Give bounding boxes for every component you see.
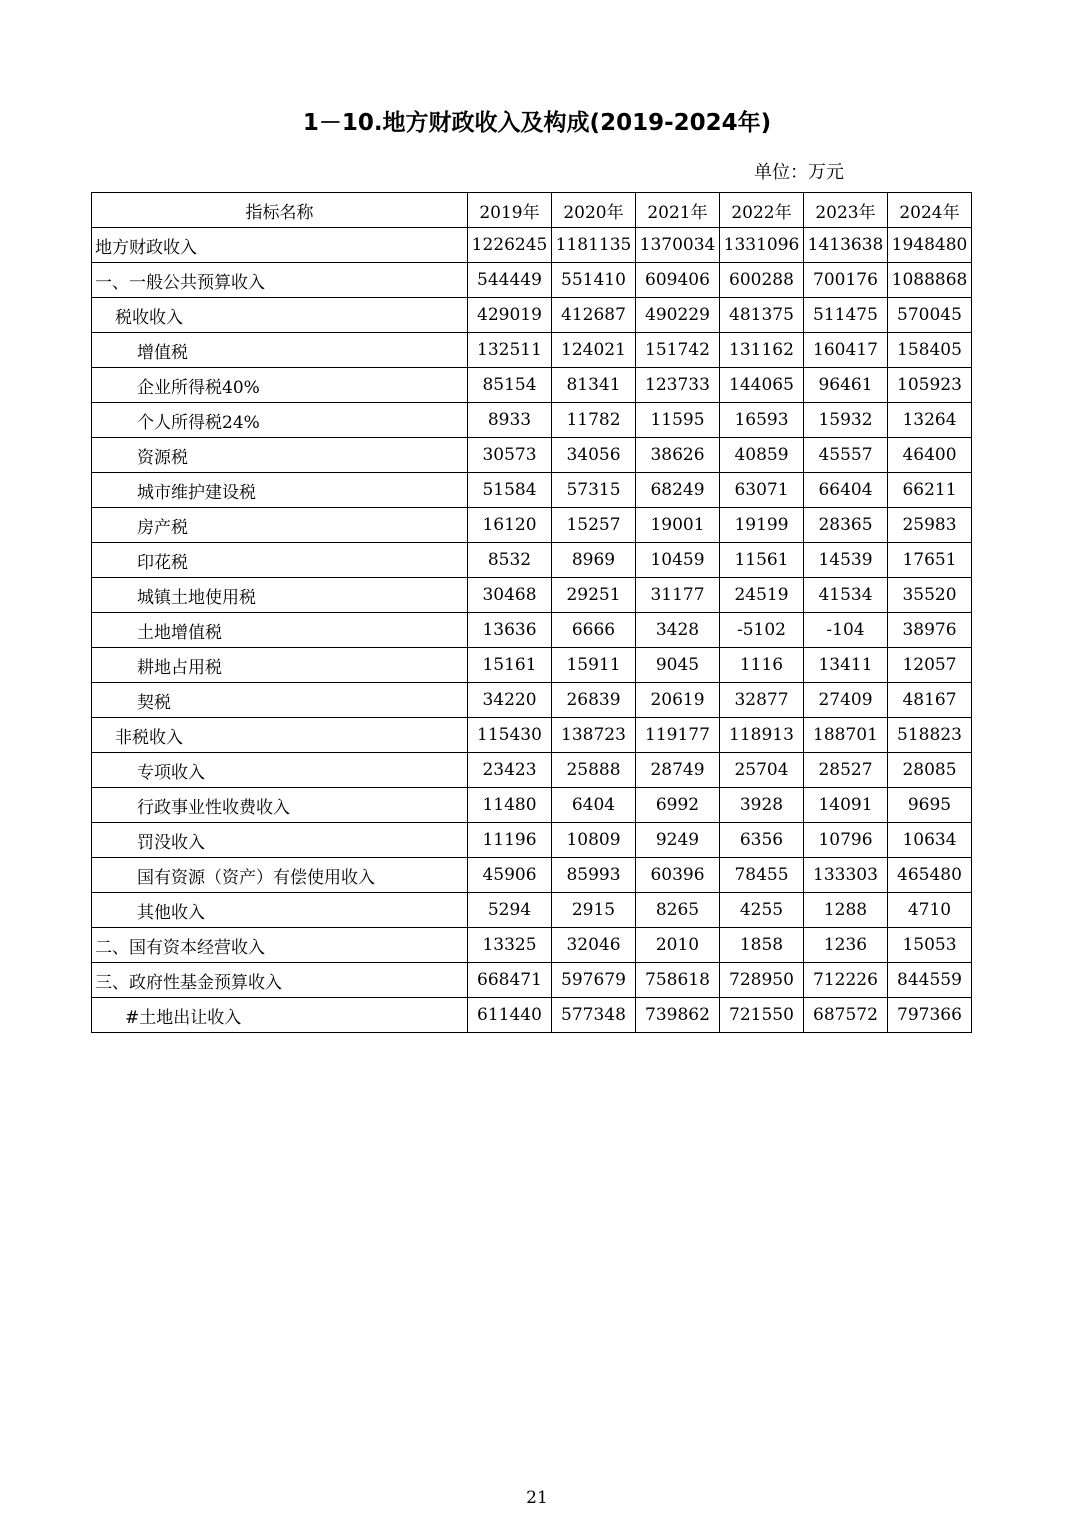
header-cell: 指标名称: [92, 193, 468, 228]
value-cell: 124021: [552, 333, 636, 368]
value-cell: 158405: [888, 333, 972, 368]
table-row: [92, 753, 972, 788]
table-row: [92, 823, 972, 858]
row-label: 行政事业性收费收入: [92, 788, 468, 823]
value-cell: 25983: [888, 508, 972, 543]
table-row: [92, 998, 972, 1033]
value-cell: 45906: [468, 858, 552, 893]
value-cell: 27409: [804, 683, 888, 718]
value-cell: 797366: [888, 998, 972, 1033]
value-cell: 20619: [636, 683, 720, 718]
value-cell: 19199: [720, 508, 804, 543]
value-cell: 712226: [804, 963, 888, 998]
value-cell: 1116: [720, 648, 804, 683]
table-row: [92, 228, 972, 263]
value-cell: 597679: [552, 963, 636, 998]
value-cell: 13411: [804, 648, 888, 683]
value-cell: 1288: [804, 893, 888, 928]
value-cell: 412687: [552, 298, 636, 333]
value-cell: 123733: [636, 368, 720, 403]
table-row: [92, 613, 972, 648]
value-cell: 57315: [552, 473, 636, 508]
value-cell: 10634: [888, 823, 972, 858]
value-cell: 131162: [720, 333, 804, 368]
value-cell: 28527: [804, 753, 888, 788]
value-cell: 41534: [804, 578, 888, 613]
value-cell: 3928: [720, 788, 804, 823]
value-cell: 25704: [720, 753, 804, 788]
value-cell: 844559: [888, 963, 972, 998]
value-cell: 66404: [804, 473, 888, 508]
value-cell: 609406: [636, 263, 720, 298]
table-body: [92, 228, 972, 1033]
value-cell: 34220: [468, 683, 552, 718]
value-cell: 28085: [888, 753, 972, 788]
value-cell: 11561: [720, 543, 804, 578]
table-row: [92, 263, 972, 298]
value-cell: 1331096: [720, 228, 804, 263]
value-cell: 15911: [552, 648, 636, 683]
value-cell: 6356: [720, 823, 804, 858]
value-cell: 600288: [720, 263, 804, 298]
row-label: 企业所得税40%: [92, 368, 468, 403]
value-cell: 48167: [888, 683, 972, 718]
value-cell: 2010: [636, 928, 720, 963]
table-row: [92, 368, 972, 403]
value-cell: 10809: [552, 823, 636, 858]
value-cell: 15257: [552, 508, 636, 543]
value-cell: 19001: [636, 508, 720, 543]
value-cell: 85993: [552, 858, 636, 893]
value-cell: 13636: [468, 613, 552, 648]
value-cell: 30468: [468, 578, 552, 613]
row-label: 税收收入: [92, 298, 468, 333]
value-cell: 60396: [636, 858, 720, 893]
value-cell: 25888: [552, 753, 636, 788]
value-cell: 739862: [636, 998, 720, 1033]
value-cell: 12057: [888, 648, 972, 683]
header-cell: 2022年: [720, 193, 804, 228]
table-row: [92, 683, 972, 718]
value-cell: 51584: [468, 473, 552, 508]
row-label: 地方财政收入: [92, 228, 468, 263]
row-label: 三、政府性基金预算收入: [92, 963, 468, 998]
row-label: 增值税: [92, 333, 468, 368]
row-label: 印花税: [92, 543, 468, 578]
row-label: 土地增值税: [92, 613, 468, 648]
value-cell: 23423: [468, 753, 552, 788]
value-cell: 96461: [804, 368, 888, 403]
page-number: 21: [526, 1488, 548, 1508]
table-row: [92, 648, 972, 683]
value-cell: 668471: [468, 963, 552, 998]
value-cell: 151742: [636, 333, 720, 368]
value-cell: 119177: [636, 718, 720, 753]
table-row: [92, 963, 972, 998]
value-cell: 544449: [468, 263, 552, 298]
value-cell: 28749: [636, 753, 720, 788]
value-cell: 11782: [552, 403, 636, 438]
value-cell: 15053: [888, 928, 972, 963]
header-cell: 2020年: [552, 193, 636, 228]
row-label: 契税: [92, 683, 468, 718]
value-cell: 551410: [552, 263, 636, 298]
table-row: [92, 543, 972, 578]
table-row: [92, 578, 972, 613]
table-row: [92, 893, 972, 928]
value-cell: 9249: [636, 823, 720, 858]
value-cell: 16593: [720, 403, 804, 438]
value-cell: 429019: [468, 298, 552, 333]
value-cell: 8532: [468, 543, 552, 578]
unit-label: 单位：万元: [754, 162, 844, 183]
value-cell: 17651: [888, 543, 972, 578]
value-cell: 6666: [552, 613, 636, 648]
header-cell: 2019年: [468, 193, 552, 228]
value-cell: 6404: [552, 788, 636, 823]
value-cell: 1948480: [888, 228, 972, 263]
value-cell: 511475: [804, 298, 888, 333]
value-cell: 6992: [636, 788, 720, 823]
value-cell: 78455: [720, 858, 804, 893]
revenue-table: [91, 192, 972, 1033]
row-label: 专项收入: [92, 753, 468, 788]
value-cell: 481375: [720, 298, 804, 333]
value-cell: 721550: [720, 998, 804, 1033]
value-cell: 570045: [888, 298, 972, 333]
value-cell: 1226245: [468, 228, 552, 263]
value-cell: 144065: [720, 368, 804, 403]
value-cell: 728950: [720, 963, 804, 998]
value-cell: 687572: [804, 998, 888, 1033]
value-cell: 13325: [468, 928, 552, 963]
value-cell: 85154: [468, 368, 552, 403]
value-cell: 15932: [804, 403, 888, 438]
value-cell: 46400: [888, 438, 972, 473]
value-cell: 1413638: [804, 228, 888, 263]
value-cell: 63071: [720, 473, 804, 508]
value-cell: 1370034: [636, 228, 720, 263]
table-row: [92, 438, 972, 473]
value-cell: 105923: [888, 368, 972, 403]
row-label: 国有资源（资产）有偿使用收入: [92, 858, 468, 893]
row-label: 其他收入: [92, 893, 468, 928]
row-label: #土地出让收入: [92, 998, 468, 1033]
row-label: 罚没收入: [92, 823, 468, 858]
value-cell: 9695: [888, 788, 972, 823]
header-cell: 2021年: [636, 193, 720, 228]
value-cell: 9045: [636, 648, 720, 683]
table-row: [92, 858, 972, 893]
value-cell: 10796: [804, 823, 888, 858]
value-cell: 35520: [888, 578, 972, 613]
value-cell: 490229: [636, 298, 720, 333]
value-cell: 34056: [552, 438, 636, 473]
value-cell: 32877: [720, 683, 804, 718]
table-header-row: [92, 193, 972, 228]
value-cell: 758618: [636, 963, 720, 998]
value-cell: 11196: [468, 823, 552, 858]
value-cell: 8969: [552, 543, 636, 578]
value-cell: 465480: [888, 858, 972, 893]
value-cell: 14539: [804, 543, 888, 578]
row-label: 城镇土地使用税: [92, 578, 468, 613]
value-cell: 518823: [888, 718, 972, 753]
value-cell: 15161: [468, 648, 552, 683]
row-label: 耕地占用税: [92, 648, 468, 683]
value-cell: 2915: [552, 893, 636, 928]
value-cell: 8933: [468, 403, 552, 438]
value-cell: 188701: [804, 718, 888, 753]
table-row: [92, 298, 972, 333]
header-cell: 2024年: [888, 193, 972, 228]
value-cell: 24519: [720, 578, 804, 613]
value-cell: 11595: [636, 403, 720, 438]
value-cell: 38976: [888, 613, 972, 648]
value-cell: 32046: [552, 928, 636, 963]
value-cell: 138723: [552, 718, 636, 753]
row-label: 房产税: [92, 508, 468, 543]
value-cell: 1181135: [552, 228, 636, 263]
value-cell: 28365: [804, 508, 888, 543]
value-cell: -104: [804, 613, 888, 648]
value-cell: 1858: [720, 928, 804, 963]
page-title: 1－10.地方财政收入及构成(2019-2024年): [302, 110, 772, 136]
value-cell: 11480: [468, 788, 552, 823]
table-row: [92, 333, 972, 368]
table-row: [92, 403, 972, 438]
value-cell: 8265: [636, 893, 720, 928]
value-cell: 1088868: [888, 263, 972, 298]
row-label: 二、国有资本经营收入: [92, 928, 468, 963]
row-label: 个人所得税24%: [92, 403, 468, 438]
value-cell: 40859: [720, 438, 804, 473]
value-cell: 1236: [804, 928, 888, 963]
value-cell: 611440: [468, 998, 552, 1033]
value-cell: 16120: [468, 508, 552, 543]
value-cell: 13264: [888, 403, 972, 438]
table-row: [92, 473, 972, 508]
value-cell: 5294: [468, 893, 552, 928]
row-label: 非税收入: [92, 718, 468, 753]
value-cell: 10459: [636, 543, 720, 578]
value-cell: 160417: [804, 333, 888, 368]
value-cell: 45557: [804, 438, 888, 473]
value-cell: 577348: [552, 998, 636, 1033]
value-cell: 31177: [636, 578, 720, 613]
value-cell: 29251: [552, 578, 636, 613]
table-row: [92, 788, 972, 823]
value-cell: 66211: [888, 473, 972, 508]
value-cell: 38626: [636, 438, 720, 473]
row-label: 城市维护建设税: [92, 473, 468, 508]
value-cell: 115430: [468, 718, 552, 753]
row-label: 资源税: [92, 438, 468, 473]
header-cell: 2023年: [804, 193, 888, 228]
table-row: [92, 508, 972, 543]
value-cell: -5102: [720, 613, 804, 648]
value-cell: 68249: [636, 473, 720, 508]
value-cell: 4710: [888, 893, 972, 928]
table-row: [92, 718, 972, 753]
value-cell: 14091: [804, 788, 888, 823]
value-cell: 4255: [720, 893, 804, 928]
value-cell: 30573: [468, 438, 552, 473]
value-cell: 118913: [720, 718, 804, 753]
value-cell: 26839: [552, 683, 636, 718]
value-cell: 3428: [636, 613, 720, 648]
value-cell: 81341: [552, 368, 636, 403]
value-cell: 132511: [468, 333, 552, 368]
row-label: 一、一般公共预算收入: [92, 263, 468, 298]
table-row: [92, 928, 972, 963]
value-cell: 700176: [804, 263, 888, 298]
value-cell: 133303: [804, 858, 888, 893]
